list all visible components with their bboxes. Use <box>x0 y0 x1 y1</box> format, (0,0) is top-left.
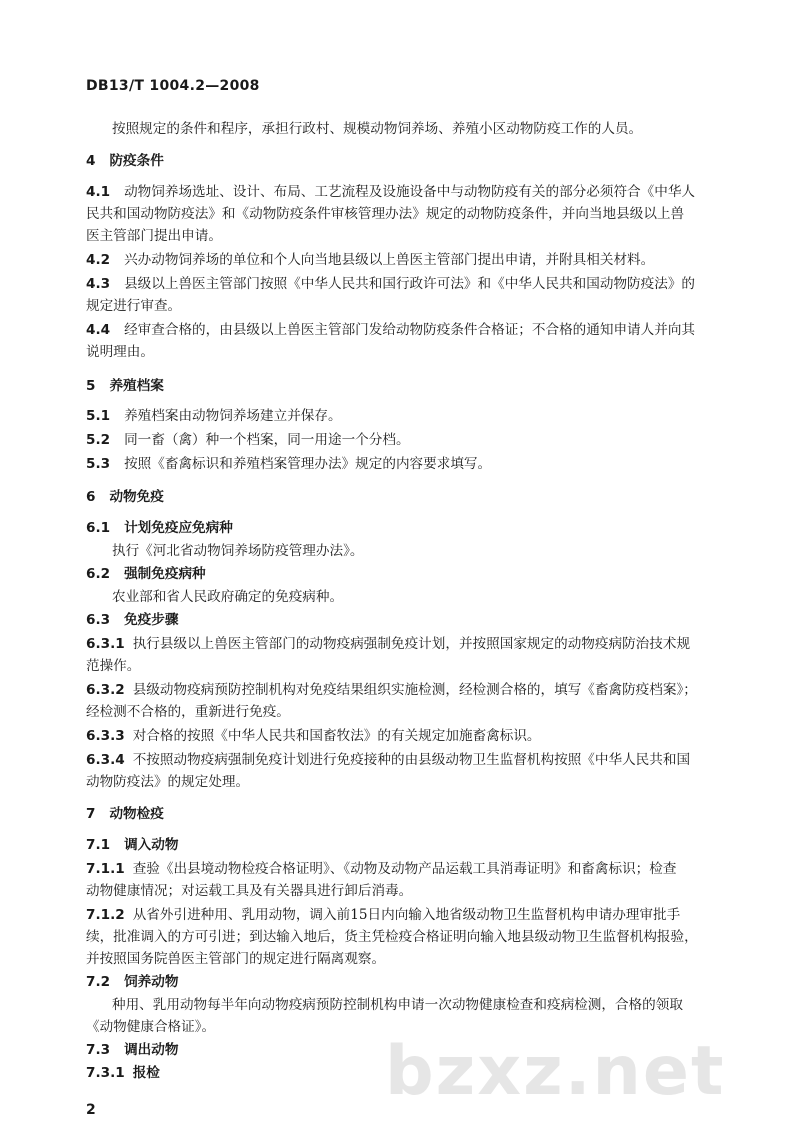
clause-6-3-4-line-1: 6.3.4 不按照动物疫病强制免疫计划进行免疫接种的由县级动物卫生监督机构按照《中华人民共和国 <box>86 752 691 768</box>
clause-4-1-line-2: 民共和国动物防疫法》和《动物防疫条件审核管理办法》规定的动物防疫条件，并向当地县级以上兽 <box>86 206 685 222</box>
document-id: DB13/T 1004.2—2008 <box>86 78 260 94</box>
clause-7-2-line-2: 《动物健康合格证》。 <box>86 1019 216 1035</box>
clause-4-3-line-2: 规定进行审查。 <box>86 298 182 314</box>
section-7-heading: 7 动物检疫 <box>86 806 164 822</box>
clause-4-4-line-2: 说明理由。 <box>86 344 154 360</box>
clause-5-2: 5.2 同一畜（禽）种一个档案，同一用途一个分档。 <box>86 432 410 448</box>
page-number: 2 <box>86 1102 96 1118</box>
clause-6-3-heading: 6.3 免疫步骤 <box>86 612 179 628</box>
clause-7-1-1-line-1: 7.1.1 查验《出县境动物检疫合格证明》、《动物及动物产品运载工具消毒证明》和畜禽标识；检查 <box>86 861 677 877</box>
clause-7-3-heading: 7.3 调出动物 <box>86 1042 179 1058</box>
clause-7-3-1-heading: 7.3.1 报检 <box>86 1065 160 1081</box>
clause-6-2-body: 农业部和省人民政府确定的免疫病种。 <box>112 589 344 605</box>
clause-6-3-4-line-2: 动物防疫法》的规定处理。 <box>86 774 250 790</box>
clause-6-3-1-line-1: 6.3.1 执行县级以上兽医主管部门的动物疫病强制免疫计划，并按照国家规定的动物疫病防治技术规 <box>86 636 691 652</box>
clause-7-1-2-line-2: 续，批准调入的方可引进；到达输入地后，货主凭检疫合格证明向输入地县级动物卫生监督机构报验， <box>86 929 698 945</box>
clause-7-1-2-line-1: 7.1.2 从省外引进种用、乳用动物，调入前15日内向输入地省级动物卫生监督机构申请办理审批手 <box>86 907 681 923</box>
clause-6-3-3: 6.3.3 对合格的按照《中华人民共和国畜牧法》的有关规定加施畜禽标识。 <box>86 728 541 744</box>
clause-4-2: 4.2 兴办动物饲养场的单位和个人向当地县级以上兽医主管部门提出申请，并附具相关材料。 <box>86 252 655 268</box>
clause-6-1-body: 执行《河北省动物饲养场防疫管理办法》。 <box>112 543 364 559</box>
section-6-heading: 6 动物免疫 <box>86 489 164 505</box>
clause-4-1-line-3: 医主管部门提出申请。 <box>86 228 222 244</box>
clause-7-2-heading: 7.2 饲养动物 <box>86 974 179 990</box>
clause-6-3-2-line-1: 6.3.2 县级动物疫病预防控制机构对免疫结果组织实施检测，经检测合格的，填写《畜禽防疫档案》； <box>86 682 697 698</box>
clause-7-1-2-line-3: 并按照国务院兽医主管部门的规定进行隔离观察。 <box>86 951 386 967</box>
clause-6-3-2-line-2: 经检测不合格的，重新进行免疫。 <box>86 704 290 720</box>
clause-7-1-1-line-2: 动物健康情况；对运载工具及有关器具进行卸后消毒。 <box>86 883 413 899</box>
section-5-heading: 5 养殖档案 <box>86 378 164 394</box>
watermark: bzxz.net <box>385 1032 726 1111</box>
clause-4-3-line-1: 4.3 县级以上兽医主管部门按照《中华人民共和国行政许可法》和《中华人民共和国动物防疫法》的 <box>86 276 696 292</box>
clause-7-1-heading: 7.1 调入动物 <box>86 837 179 853</box>
clause-6-3-1-line-2: 范操作。 <box>86 658 141 674</box>
clause-4-4-line-1: 4.4 经审查合格的，由县级以上兽医主管部门发给动物防疫条件合格证；不合格的通知申请人并向其 <box>86 322 696 338</box>
clause-6-2-heading: 6.2 强制免疫病种 <box>86 566 206 582</box>
clause-5-3: 5.3 按照《畜禽标识和养殖档案管理办法》规定的内容要求填写。 <box>86 456 492 472</box>
intro-paragraph: 按照规定的条件和程序，承担行政村、规模动物饲养场、养殖小区动物防疫工作的人员。 <box>112 121 643 137</box>
clause-6-1-heading: 6.1 计划免疫应免病种 <box>86 520 233 536</box>
section-4-heading: 4 防疫条件 <box>86 153 164 169</box>
clause-4-1-line-1: 4.1 动物饲养场选址、设计、布局、工艺流程及设施设备中与动物防疫有关的部分必须符合《中华人 <box>86 184 696 200</box>
clause-5-1: 5.1 养殖档案由动物饲养场建立并保存。 <box>86 408 342 424</box>
clause-7-2-line-1: 种用、乳用动物每半年向动物疫病预防控制机构申请一次动物健康检查和疫病检测，合格的领取 <box>112 997 683 1013</box>
